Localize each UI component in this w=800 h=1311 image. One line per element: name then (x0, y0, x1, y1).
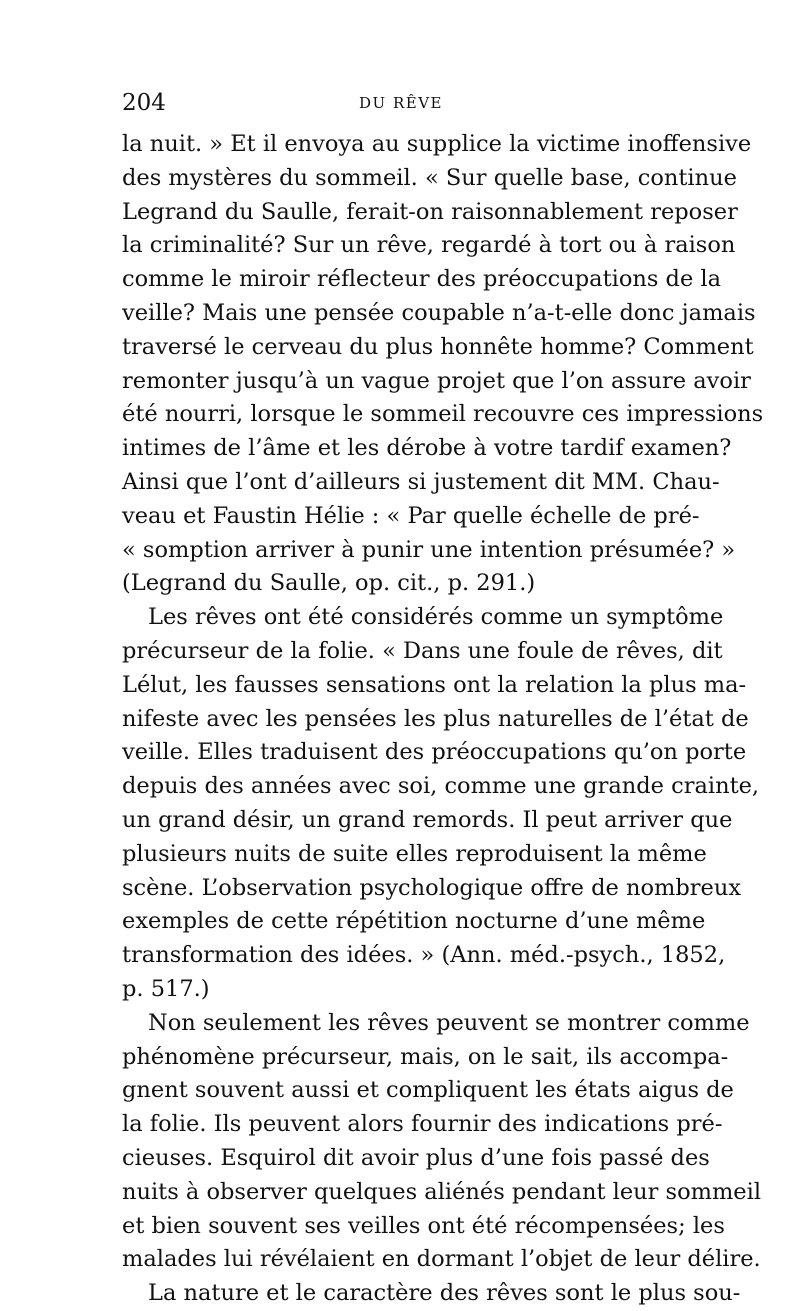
text-line: scène. L’observation psychologique offre de nombreux (122, 874, 742, 901)
page-header (122, 90, 680, 120)
text-line: Les rêves ont été considérés comme un symptôme (148, 604, 724, 631)
text-line: nifeste avec les pensées les plus naturelles de l’état de (122, 705, 749, 732)
text-line: « somption arriver à punir une intention présumée? » (122, 536, 736, 563)
text-line: la criminalité? Sur un rêve, regardé à tort ou à raison (122, 232, 736, 259)
text-line: traversé le cerveau du plus honnête homme? Comment (122, 333, 754, 360)
text-line: plusieurs nuits de suite elles reproduisent la même (122, 840, 707, 867)
text-line: malades lui révélaient en dormant l’objet de leur délire. (122, 1246, 761, 1273)
text-line: phénomène précurseur, mais, on le sait, ils accompa- (122, 1043, 729, 1070)
text-line: (Legrand du Saulle, op. cit., p. 291.) (122, 570, 536, 597)
text-line: été nourri, lorsque le sommeil recouvre ces impressions (122, 401, 764, 428)
text-line: précurseur de la folie. « Dans une foule de rêves, dit (122, 637, 723, 664)
text-line: veau et Faustin Hélie : « Par quelle échelle de pré- (122, 502, 700, 529)
text-line: p. 517.) (122, 975, 210, 1002)
text-line: Lélut, les fausses sensations ont la relation la plus ma- (122, 671, 747, 698)
text-line: depuis des années avec soi, comme une grande crainte, (122, 773, 760, 800)
text-line: la nuit. » Et il envoya au supplice la victime inoffensive (122, 131, 752, 157)
text-line: la folie. Ils peuvent alors fournir des indications pré- (122, 1111, 723, 1138)
text-line: Non seulement les rêves peuvent se montrer comme (148, 1009, 750, 1036)
text-line: La nature et le caractère des rêves sont le plus sou- (148, 1280, 741, 1307)
text-line: comme le miroir réflecteur des préoccupations de la (122, 266, 722, 293)
text-line: Ainsi que l’ont d’ailleurs si justement dit MM. Chau- (122, 468, 720, 495)
text-line: et bien souvent ses veilles ont été récompensées; les (122, 1212, 725, 1239)
text-line: remonter jusqu’à un vague projet que l’on assure avoir (122, 367, 751, 394)
body-text (122, 128, 764, 1311)
text-line: transformation des idées. » (Ann. méd.-psych., 1852, (122, 942, 726, 969)
text-line: Legrand du Saulle, ferait-on raisonnablement reposer (122, 198, 738, 225)
text-line: veille? Mais une pensée coupable n’a-t-elle donc jamais (122, 299, 756, 326)
text-line: nuits à observer quelques aliénés pendant leur sommeil (122, 1178, 762, 1205)
text-line: des mystères du sommeil. « Sur quelle base, continue (122, 164, 737, 191)
page-number: 204 (122, 90, 166, 116)
text-line: cieuses. Esquirol dit avoir plus d’une fois passé des (122, 1144, 710, 1171)
text-line: intimes de l’âme et les dérobe à votre tardif examen? (122, 435, 732, 462)
text-line: un grand désir, un grand remords. Il peut arriver que (122, 806, 733, 833)
text-line: exemples de cette répétition nocturne d’une même (122, 908, 706, 935)
running-title: DU RÊVE (359, 94, 443, 112)
text-line: veille. Elles traduisent des préoccupations qu’on porte (122, 739, 747, 766)
text-line: gnent souvent aussi et compliquent les états aigus de (122, 1077, 734, 1104)
